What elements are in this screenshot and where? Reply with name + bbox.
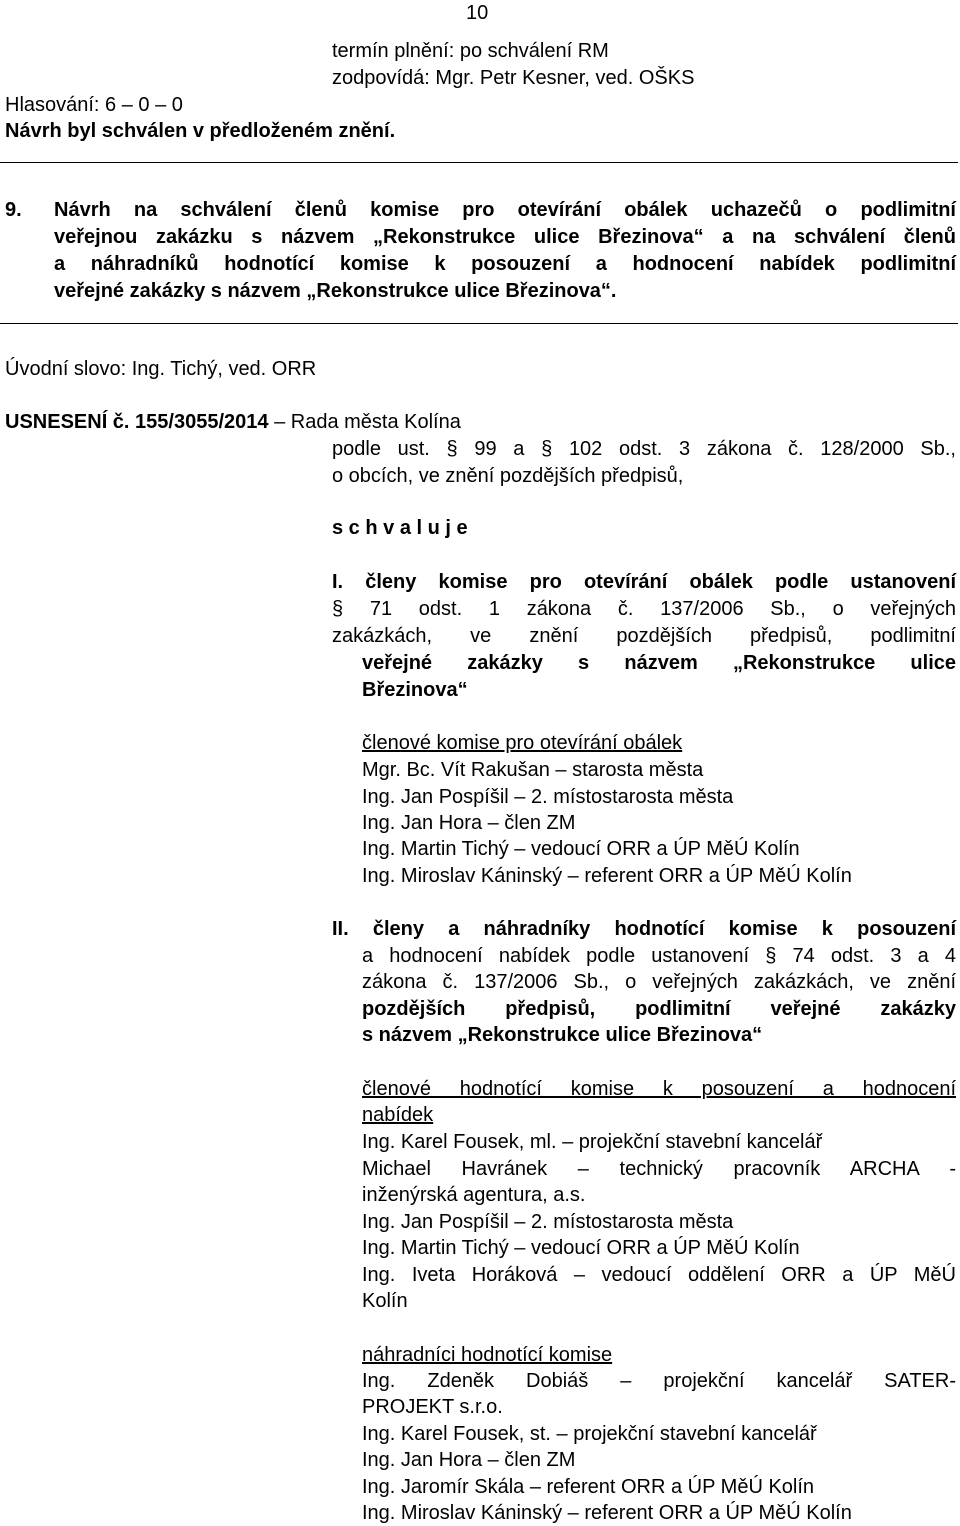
item-title-line: veřejnou zakázku s názvem „Rekonstrukce ulice Březinova“ a na schválení členů (54, 226, 956, 248)
usneseni-heading (5, 409, 461, 435)
usneseni-dash: – (268, 411, 291, 433)
substitute: Ing. Jan Hora – člen ZM (362, 1449, 576, 1471)
usneseni-number: USNESENÍ č. 155/3055/2014 (5, 411, 269, 433)
member: inženýrská agentura, a.s. (362, 1184, 586, 1206)
section2-line: pozdějších předpisů, podlimitní veřejné zakázky (362, 998, 956, 1020)
member: Michael Havránek – technický pracovník ARCHA - (362, 1158, 956, 1180)
substitute: Ing. Jaromír Skála – referent ORR a ÚP MěÚ Kolín (362, 1476, 815, 1498)
item-title-line: Návrh na schválení členů komise pro otevírání obálek uchazečů o podlimitní (54, 199, 956, 221)
legal-basis: podle ust. § 99 a § 102 odst. 3 zákona č. 128/2000 Sb., (332, 438, 956, 460)
section1-line: § 71 odst. 1 zákona č. 137/2006 Sb., o veřejných (332, 598, 956, 620)
item-title-line: veřejné zakázky s názvem „Rekonstrukce ulice Březinova“. (54, 280, 617, 302)
member: Mgr. Bc. Vít Rakušan – starosta města (362, 759, 704, 781)
member: Ing. Jan Hora – člen ZM (362, 812, 576, 834)
member: Ing. Jan Pospíšil – 2. místostarosta města (362, 1211, 734, 1233)
substitutes-heading: náhradníci hodnotící komise (362, 1344, 613, 1366)
section2-line: s názvem „Rekonstrukce ulice Březinova“ (362, 1024, 763, 1046)
member: Kolín (362, 1290, 408, 1312)
schvaluje: s c h v a l u j e (332, 517, 468, 539)
separator-line (0, 323, 958, 324)
member: Ing. Martin Tichý – vedoucí ORR a ÚP MěÚ Kolín (362, 838, 800, 860)
hlasovani: Hlasování: 6 – 0 – 0 (5, 94, 183, 116)
page-number: 10 (466, 2, 489, 24)
schvaleno-text: Návrh byl schválen v předloženém znění. (5, 120, 396, 142)
member: Ing. Iveta Horáková – vedoucí oddělení ORR a ÚP MěÚ (362, 1264, 956, 1286)
section2-line: II. členy a náhradníky hodnotící komise k posouzení (332, 918, 956, 940)
section1-line: Březinova“ (362, 679, 468, 701)
member: Ing. Jan Pospíšil – 2. místostarosta města (362, 786, 734, 808)
section2-heading: členové hodnotící komise k posouzení a hodnocení (362, 1078, 956, 1100)
termin-plneni: termín plnění: po schválení RM (332, 40, 609, 62)
substitute: Ing. Miroslav Káninský – referent ORR a ÚP MěÚ Kolín (362, 1502, 852, 1524)
substitute: PROJEKT s.r.o. (362, 1396, 503, 1418)
section1-heading: členové komise pro otevírání obálek (362, 732, 683, 754)
item-title-line: a náhradníků hodnotící komise k posouzení a hodnocení nabídek podlimitní (54, 253, 956, 275)
member: Ing. Karel Fousek, ml. – projekční stavební kancelář (362, 1131, 823, 1153)
member: Ing. Martin Tichý – vedoucí ORR a ÚP MěÚ Kolín (362, 1237, 800, 1259)
uvodni-slovo: Úvodní slovo: Ing. Tichý, ved. ORR (5, 358, 317, 380)
legal-basis-obcich: o obcích, ve znění pozdějších předpisů, (332, 465, 684, 487)
section2-line: a hodnocení nabídek podle ustanovení § 74 odst. 3 a 4 (362, 945, 956, 967)
section2-heading: nabídek (362, 1104, 434, 1126)
zodpovida: zodpovídá: Mgr. Petr Kesner, ved. OŠKS (332, 67, 695, 89)
rada-mesta: Rada města Kolína (290, 411, 461, 433)
separator-line (0, 162, 958, 163)
member: Ing. Miroslav Káninský – referent ORR a ÚP MěÚ Kolín (362, 865, 852, 887)
section1-line: I. členy komise pro otevírání obálek podle ustanovení (332, 571, 956, 593)
section1-line: zakázkách, ve znění pozdějších předpisů, podlimitní (332, 625, 956, 647)
section2-line: zákona č. 137/2006 Sb., o veřejných zakázkách, ve znění (362, 971, 956, 993)
section1-line: veřejné zakázky s názvem „Rekonstrukce ulice (362, 652, 956, 674)
substitute: Ing. Zdeněk Dobiáš – projekční kancelář SATER- (362, 1370, 956, 1392)
substitute: Ing. Karel Fousek, st. – projekční stavební kancelář (362, 1423, 817, 1445)
item-number: 9. (5, 199, 22, 221)
